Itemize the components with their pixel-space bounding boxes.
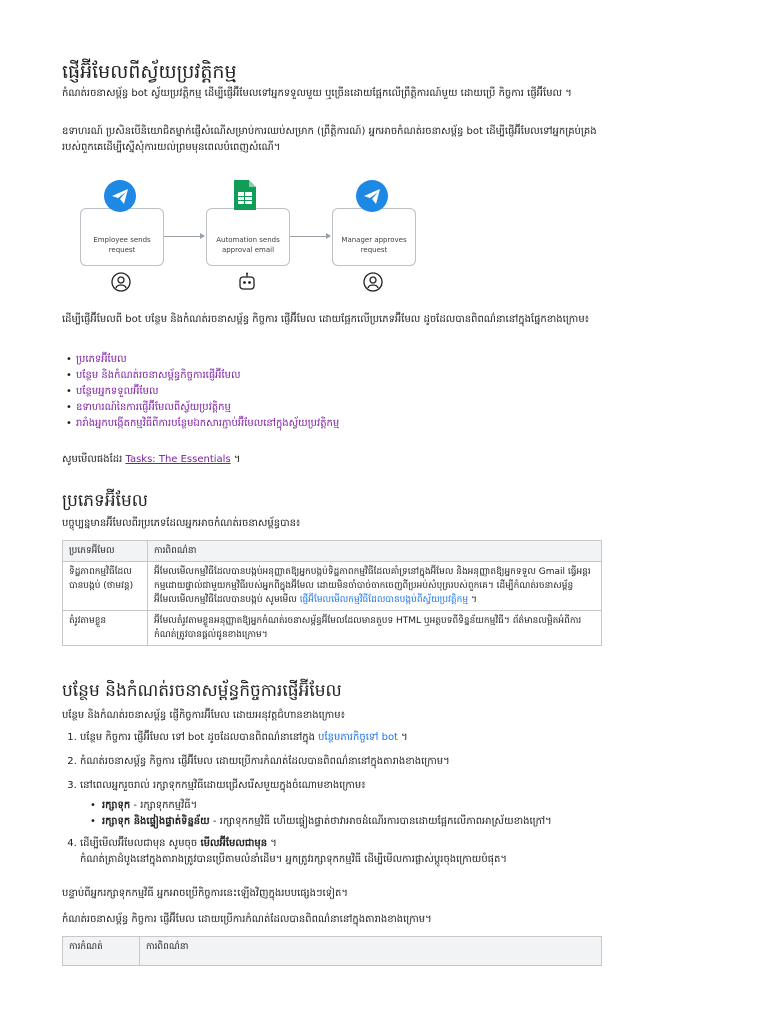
table-header-cell: ការពិពណ៌នា	[140, 937, 602, 966]
step-end: ។	[270, 838, 277, 849]
table-cell-description	[148, 562, 602, 611]
section-heading-email-types: ប្រភេទអ៊ីមែល	[62, 491, 148, 511]
diagram-step-manager	[332, 208, 416, 266]
save-option-desc: - រក្សាទុកកម្មវិធី ហើយផ្ទៀងផ្ទាត់ថាវាអាចដំណើរការបានដោយផ្អែកលើភាពអាស្រ័យខាងក្រៅ។	[209, 816, 552, 827]
person-icon	[111, 272, 131, 292]
toc-link-examples[interactable]: • ឧទាហរណ៍នៃការផ្ញើអ៊ីមែលពីស្វ័យប្រវត្តិកម្ម	[62, 400, 602, 416]
types-intro: បច្ចុប្បន្នមានអ៊ីមែលពីរប្រភេទដែលអ្នកអាចកំណត់រចនាសម្ព័ន្ធបាន៖	[62, 518, 301, 529]
example-paragraph: ឧទាហរណ៍ ប្រសិនបើនិយោជិតម្នាក់ផ្ញើសំណើសម្រាប់ការឈប់សម្រាក (ព្រឹត្តិការណ៍) អ្នកអាចកំណត់រចនាសម្ព័ន្ធ bot ដើម្បីផ្ញើអ៊ីមែលទៅអ្នកគ្រប់គ្រងរបស់ពួកគេដើម្បីស្នើសុំការយល់ព្រមមុនពេលបំពេញសំណើ។	[62, 126, 597, 153]
save-option-desc: - រក្សាទុកកម្មវិធី។	[130, 800, 198, 811]
intro-paragraph: កំណត់រចនាសម្ព័ន្ធ bot ស្វ័យប្រវត្តិកម្ម ដើម្បីផ្ញើអ៊ីមែលទៅអ្នកទទួលមួយ ឬច្រើនដោយផ្អែកលើព្រឹត្តិការណ៍មួយ ដោយប្រើ កិច្ចការ ផ្ញើអ៊ីមែល ។	[62, 88, 572, 99]
save-option-name: រក្សាទុក និងផ្ទៀងផ្ទាត់ទិន្នន័យ	[102, 816, 210, 827]
see-also-suffix: ។	[233, 454, 241, 465]
toc-list	[62, 352, 602, 432]
table-cell-type: ទិដ្ឋភាពកម្មវិធីដែលបានបង្កប់ (ថាមវន្ត)	[63, 562, 148, 611]
step-note: កំណត់ត្រាដំបូងនៅក្នុងតារាងត្រូវបានប្រើតាមលំនាំដើម។ អ្នកត្រូវរក្សាទុកកម្មវិធី ដើម្បីមើលការផ្លាស់ប្តូរចុងក្រោយបំផុត។	[80, 854, 507, 865]
step-text: បន្ថែម កិច្ចការ ផ្ញើអ៊ីមែល ទៅ bot ដូចដែលបានពិពណ៌នានៅក្នុង	[80, 732, 315, 743]
workflow-diagram	[80, 180, 420, 300]
table-header-row	[63, 937, 602, 966]
table-header-cell: ការពិពណ៌នា	[148, 541, 602, 562]
table-row	[63, 562, 602, 611]
table-header-cell: ប្រភេទអ៊ីមែល	[63, 541, 148, 562]
table-row	[63, 611, 602, 646]
diagram-arrow	[164, 236, 204, 237]
diagram-step-label: Automation sends approval email	[216, 236, 280, 254]
description-end: ។	[470, 595, 477, 605]
step-end: ។	[401, 732, 408, 743]
sheets-icon	[234, 180, 256, 210]
step-item: 2. កំណត់រចនាសម្ព័ន្ធ កិច្ចការ ផ្ញើអ៊ីមែល ដោយប្រើការកំណត់ដែលបានពិពណ៌នានៅក្នុងតារាងខាងក្រោម។	[80, 754, 620, 770]
step-item	[80, 836, 620, 868]
step-item	[80, 730, 620, 746]
see-also	[62, 452, 602, 468]
toc-link-email-types[interactable]: • ប្រភេទអ៊ីមែល	[62, 352, 602, 368]
table-header-cell: ការកំណត់	[63, 937, 140, 966]
diagram-arrow	[290, 236, 330, 237]
table-header-row	[63, 541, 602, 562]
toc-link-add-recipients[interactable]: • បន្ថែមអ្នកទទួលអ៊ីមែល	[62, 384, 602, 400]
person-icon	[363, 272, 383, 292]
robot-icon	[237, 272, 257, 292]
add-task-link[interactable]: បន្ថែមភារកិច្ចទៅ bot	[318, 732, 398, 743]
save-option	[80, 814, 620, 830]
step-text: ដើម្បីមើលអ៊ីមែលជាមុន សូមចុច	[80, 838, 198, 849]
howto-intro: ដើម្បីផ្ញើអ៊ីមែលពី bot បន្ថែម និងកំណត់រចនាសម្ព័ន្ធ កិច្ចការ ផ្ញើអ៊ីមែល ដោយផ្អែកលើប្រភេទអ៊ីមែល ដូចដែលបានពិពណ៌នានៅក្នុងផ្នែកខាងក្រោម៖	[62, 314, 590, 325]
see-also-link[interactable]: Tasks: The Essentials	[125, 454, 231, 465]
configure-intro: បន្ថែម និងកំណត់រចនាសម្ព័ន្ធ ផ្ញើកិច្ចការអ៊ីមែល ដោយអនុវត្តជំហានខាងក្រោម៖	[62, 710, 346, 721]
page-title: ផ្ញើអ៊ីមែលពីស្វ័យប្រវត្តិកម្ម	[62, 61, 237, 83]
embedded-view-link[interactable]: ផ្ញើអ៊ីមែលមើលកម្មវិធីដែលបានបង្កប់ពីស្វ័យប្រវត្តិកម្ម	[299, 595, 469, 605]
see-also-prefix: សូមមើលផងដែរ	[62, 454, 123, 465]
description-text: អ៊ីមែលមើលកម្មវិធីដែលបានបង្កប់អនុញ្ញាតឱ្យអ្នកបង្កប់ទិដ្ឋភាពកម្មវិធីដែលគាំទ្រនៅក្នុងអ៊ីមែល និងអនុញ្ញាតឱ្យអ្នកទទួល Gmail ធ្វើអន្តរកម្មដោយផ្ទាល់ជាមួយកម្មវិធីរបស់អ្នកពីក្នុងអ៊ីមែល ដោយមិនចាំបាច់ចាកចេញពីប្រអប់សំបុត្ររបស់ពួកគេ។ ដើម្បីកំណត់រចនាសម្ព័ន្ធអ៊ីមែលមើលកម្មវិធីដែលបានបង្កប់ សូមមើល	[154, 567, 591, 605]
step-text: នៅពេលអ្នករួចរាល់ រក្សាទុកកម្មវិធីដោយជ្រើសរើសមួយក្នុងចំណោមខាងក្រោម៖	[80, 780, 366, 791]
email-types-table	[62, 540, 602, 646]
diagram-step-automation	[206, 208, 290, 266]
diagram-step-employee	[80, 208, 164, 266]
save-options-list	[80, 798, 620, 830]
table-cell-description: អ៊ីមែលតំរូវតាមខ្លួនអនុញ្ញាតឱ្យអ្នកកំណត់រចនាសម្ព័ន្ធអ៊ីមែលដែលមានតួបទ HTML ឬអត្ថបទពីទិន្នន័យកម្មវិធី។ ព័ត៌មានលម្អិតអំពីការកំណត់ត្រូវបានផ្តល់ជូនខាងក្រោម។	[148, 611, 602, 646]
toc-link-add-configure[interactable]: • បន្ថែម និងកំណត់រចនាសម្ព័ន្ធកិច្ចការផ្ញើអ៊ីមែល	[62, 368, 602, 384]
table-intro: កំណត់រចនាសម្ព័ន្ធ កិច្ចការ ផ្ញើអ៊ីមែល ដោយប្រើការកំណត់ដែលបានពិពណ៌នានៅក្នុងតារាងខាងក្រោម។	[62, 914, 432, 925]
send-icon	[104, 180, 136, 212]
after-note: បន្ទាប់ពីអ្នករក្សាទុកកម្មវិធី អ្នកអាចប្រើកិច្ចការនេះឡើងវិញក្នុងរបបផ្សេងៗទៀត។	[62, 888, 348, 899]
configure-steps	[62, 730, 620, 868]
diagram-step-label: Employee sends request	[93, 236, 151, 254]
table-cell-type: តំរូវតាមខ្លួន	[63, 611, 148, 646]
save-option-name: រក្សាទុក	[102, 800, 131, 811]
save-option	[80, 798, 620, 814]
preview-email-label: មើលអ៊ីមែលជាមុន	[200, 838, 268, 849]
toc-link-prevent-attachments[interactable]: • រារាំងអ្នកបង្កើតកម្មវិធីពីការបន្ថែមឯកសារភ្ជាប់អ៊ីមែលនៅក្នុងស្វ័យប្រវត្តិកម្ម	[62, 416, 602, 432]
step-item	[80, 778, 620, 830]
send-icon	[356, 180, 388, 212]
diagram-step-label: Manager approves request	[341, 236, 407, 254]
settings-table	[62, 936, 602, 966]
section-heading-configure: បន្ថែម និងកំណត់រចនាសម្ព័ន្ធកិច្ចការផ្ញើអ៊ីមែល	[62, 681, 342, 701]
